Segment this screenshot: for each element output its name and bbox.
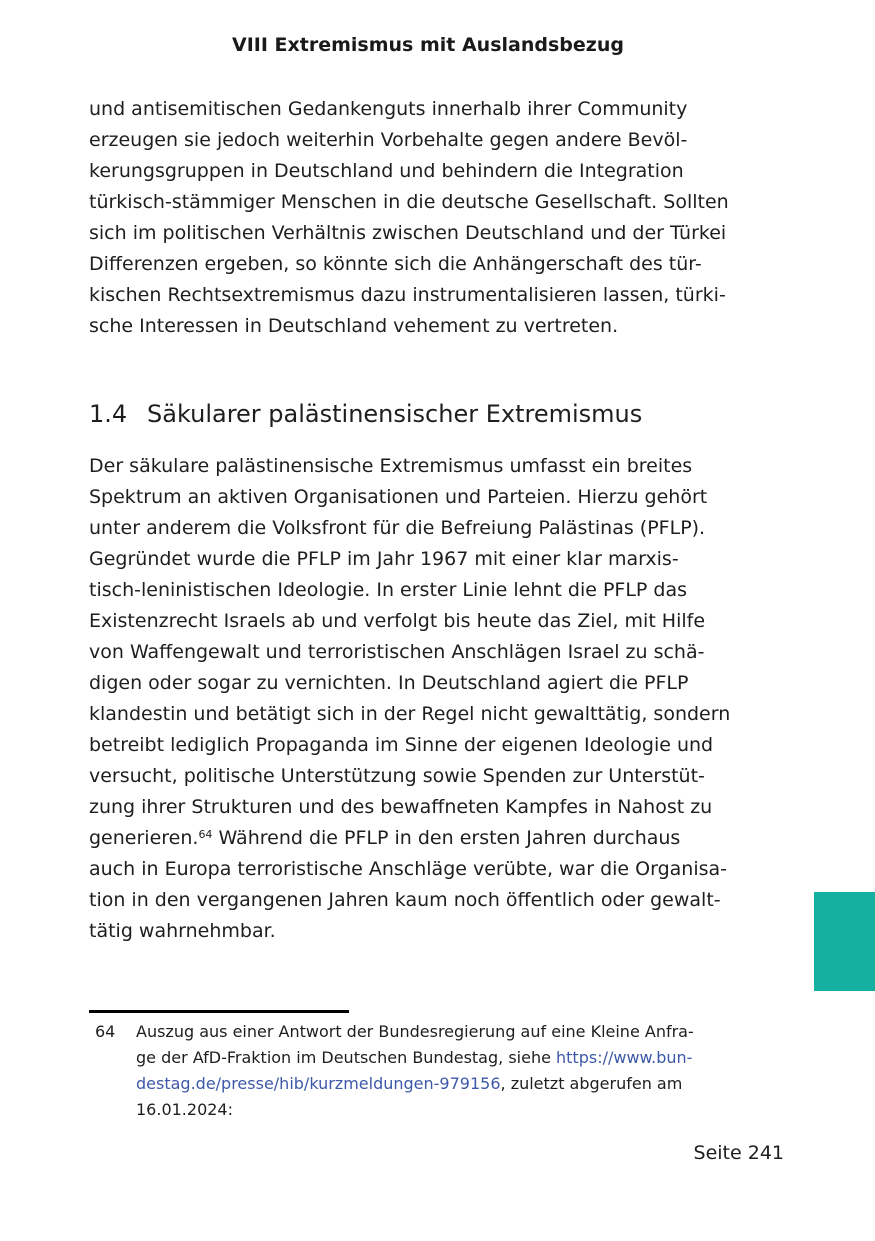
section-number: 1.4: [89, 400, 128, 428]
running-header: VIII Extremismus mit Auslandsbezug: [232, 34, 624, 56]
text-line: auch in Europa terroristische Anschläge verübte, war die Organisa-: [89, 858, 728, 880]
footnote-link[interactable]: destag.de/presse/hib/kurzmeldungen-979156: [136, 1074, 501, 1093]
text-line: Spektrum an aktiven Organisationen und Parteien. Hierzu gehört: [89, 486, 708, 508]
text-line: Differenzen ergeben, so könnte sich die Anhängerschaft des tür-: [89, 253, 702, 275]
text-line: sich im politischen Verhältnis zwischen Deutschland und der Türkei: [89, 222, 727, 244]
text-line: Der säkulare palästinensische Extremismus umfasst ein breites: [89, 455, 693, 477]
text-line: erzeugen sie jedoch weiterhin Vorbehalte gegen andere Bevöl-: [89, 129, 688, 151]
footnote: [95, 1019, 735, 1123]
page-value: 241: [747, 1142, 784, 1164]
chapter-thumb-tab: [814, 892, 875, 991]
section-title: Säkularer palästinensischer Extremismus: [147, 400, 643, 428]
footnote-line: [136, 1045, 735, 1071]
footnote-divider: [89, 1010, 349, 1013]
text-line: Gegründet wurde die PFLP im Jahr 1967 mit einer klar marxis-: [89, 548, 679, 570]
text-line: tätig wahrnehmbar.: [89, 920, 276, 942]
text-line: tion in den vergangenen Jahren kaum noch öffentlich oder gewalt-: [89, 889, 721, 911]
text-line: kischen Rechtsextremismus dazu instrumentalisieren lassen, türki-: [89, 284, 726, 306]
footnote-fragment: , zuletzt abgerufen am: [500, 1074, 683, 1093]
text-fragment: generieren.: [89, 827, 199, 849]
section-heading: [89, 400, 642, 428]
text-line: türkisch-stämmiger Menschen in die deutsche Gesellschaft. Sollten: [89, 191, 729, 213]
footnote-fragment: ge der AfD-Fraktion im Deutschen Bundestag, siehe: [136, 1048, 557, 1067]
text-line: tisch-leninistischen Ideologie. In erster Linie lehnt die PFLP das: [89, 579, 688, 601]
footnote-line: 16.01.2024:: [136, 1100, 233, 1119]
text-line: sche Interessen in Deutschland vehement zu vertreten.: [89, 315, 619, 337]
footnote-text: [136, 1019, 735, 1123]
page-number: [694, 1142, 784, 1164]
text-line: digen oder sogar zu vernichten. In Deutschland agiert die PFLP: [89, 672, 689, 694]
text-fragment: Während die PFLP in den ersten Jahren durchaus: [212, 827, 681, 849]
text-line: von Waffengewalt und terroristischen Anschlägen Israel zu schä-: [89, 641, 705, 663]
text-line: zung ihrer Strukturen und des bewaffneten Kampfes in Nahost zu: [89, 796, 713, 818]
text-line: klandestin und betätigt sich in der Regel nicht gewalttätig, sondern: [89, 703, 731, 725]
text-line-with-footnote: [89, 823, 729, 854]
page-label: Seite: [693, 1142, 742, 1164]
footnote-line: [136, 1071, 735, 1097]
footnote-number: 64: [95, 1022, 116, 1041]
text-line: kerungsgruppen in Deutschland und behindern die Integration: [89, 160, 684, 182]
footnote-line: Auszug aus einer Antwort der Bundesregierung auf eine Kleine Anfra-: [136, 1022, 694, 1041]
section-paragraph: [89, 451, 729, 947]
footnote-reference[interactable]: 64: [198, 828, 213, 841]
text-line: Existenzrecht Israels ab und verfolgt bis heute das Ziel, mit Hilfe: [89, 610, 706, 632]
footnote-link[interactable]: https://www.bun-: [556, 1048, 693, 1067]
text-line: unter anderem die Volksfront für die Befreiung Palästinas (PFLP).: [89, 517, 706, 539]
text-line: betreibt lediglich Propaganda im Sinne der eigenen Ideologie und: [89, 734, 714, 756]
text-line: versucht, politische Unterstützung sowie Spenden zur Unterstüt-: [89, 765, 705, 787]
text-line: und antisemitischen Gedankenguts innerhalb ihrer Community: [89, 98, 688, 120]
continued-paragraph: [89, 94, 729, 342]
